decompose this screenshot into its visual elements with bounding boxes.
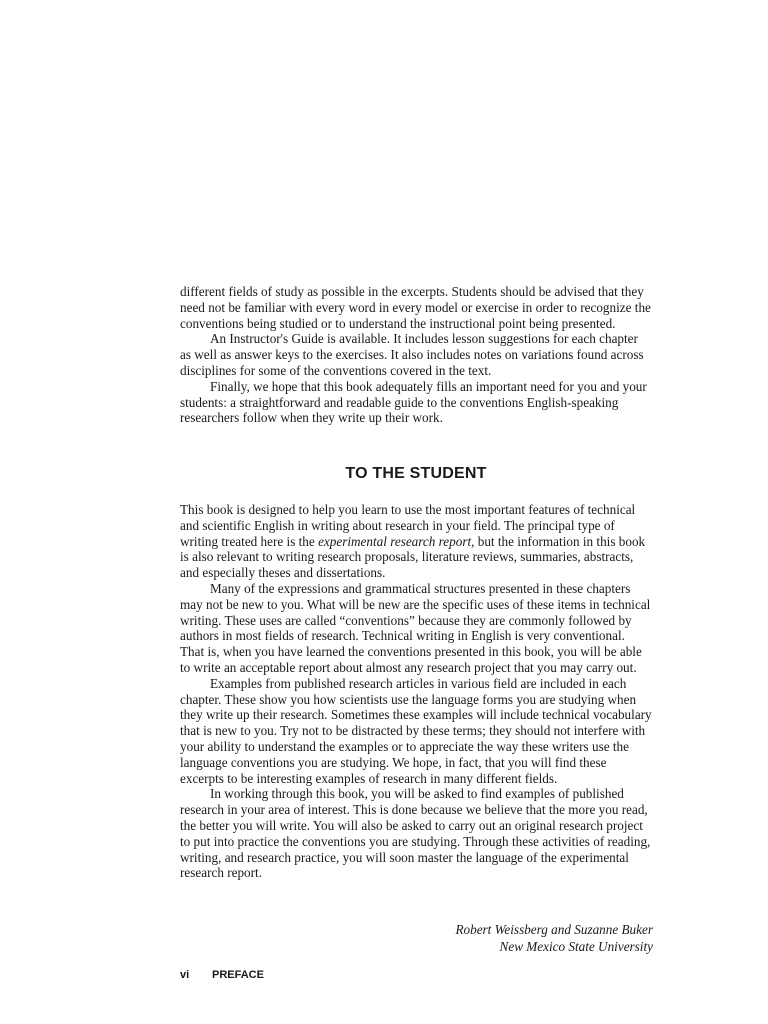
to-the-student-section [180, 502, 652, 881]
body-paragraph: An Instructor's Guide is available. It includes lesson suggestions for each chapter as well as answer keys to the exercises. It also includes notes on variations found across disciplines for some of the conventions covered in the text. [180, 331, 644, 378]
body-paragraph: Many of the expressions and grammatical structures presented in these chapters may not be new to you. What will be new are the specific uses of these items in technical writing. These uses are called “conventions” because they are commonly followed by authors in most fields of research. Technical writing in English is very conventional. That is, when you have learned the conventions presented in this book, you will be able to write an acceptable report about almost any research project that you may carry out. [180, 580, 651, 675]
running-footer-title: PREFACE [212, 969, 264, 981]
body-paragraph: In working through this book, you will be asked to find examples of published research in your area of interest. This is done because we believe that the more you read, the better you will write. You will also be asked to carry out an original research project to put into practice the conventions you are studying. Through these activities of reading, writing, and research practice, you will soon master the language of the experimental research report. [180, 786, 651, 881]
body-paragraph: different fields of study as possible in the excerpts. Students should be advised that they need not be familiar with every word in every model or exercise in order to recognize the conventions being studied or to understand the instructional point being presented. [180, 284, 651, 331]
emphasized-term: experimental research report, [318, 533, 475, 549]
body-paragraph [180, 502, 652, 581]
paragraph-text: This book is designed to help you learn to use the most important features of technical and scientific English in writing about research in your field. The principal type of writing treated here is the [180, 502, 636, 549]
body-paragraph: Finally, we hope that this book adequately fills an important need for you and your students: a straightforward and readable guide to the conventions English-speaking researchers follow when they write up their work. [180, 378, 647, 426]
body-paragraph: Examples from published research articles in various field are included in each chapter. These show you how scientists use the language forms you are studying when they write up their research. Sometimes these examples will include technical vocabulary that is new to you. Try not to be distracted by these terms; they should not interfere with your ability to understand the examples or to appreciate the way these writers use the language conventions you are studying. We hope, in fact, that you will find these excerpts to be interesting examples of research in many different fields. [180, 675, 652, 786]
section-heading: TO THE STUDENT [345, 465, 487, 482]
preface-top-section [180, 284, 652, 426]
page-footer [180, 969, 264, 981]
author-affiliation: New Mexico State University [499, 938, 653, 954]
author-signature [360, 922, 653, 955]
paragraph-text: but the information in this book is also relevant to writing research proposals, literature reviews, summaries, abstracts, and especially theses and dissertations. [180, 533, 646, 581]
author-names: Robert Weissberg and Suzanne Buker [455, 922, 653, 937]
page-number: vi [180, 969, 190, 981]
